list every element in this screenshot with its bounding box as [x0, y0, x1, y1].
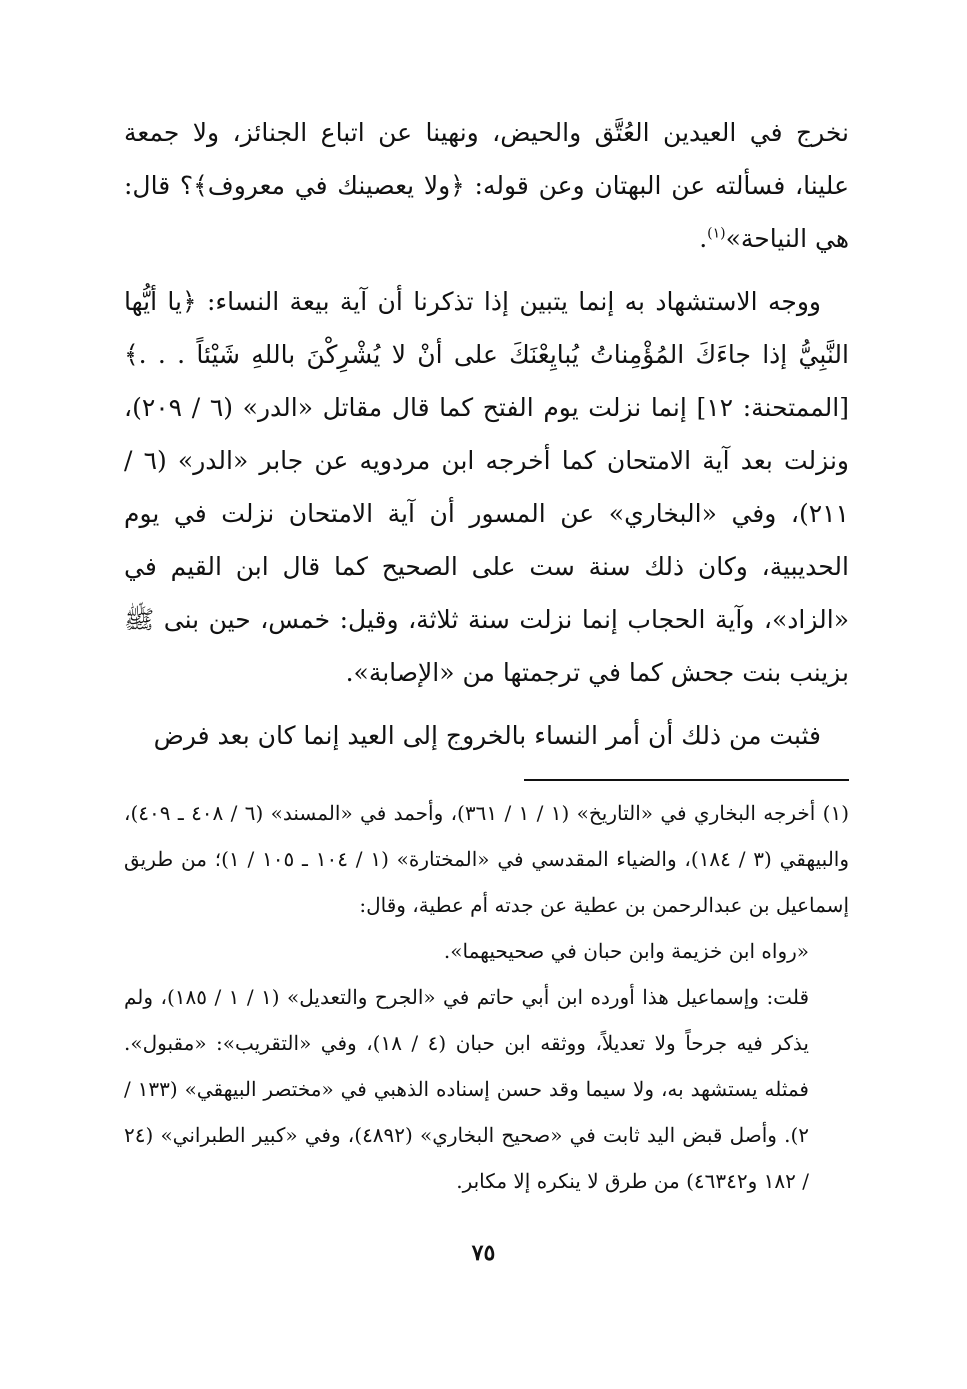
- main-text: [124, 106, 849, 762]
- footnote-1-quote: «رواه ابن خزيمة وابن حبان في صحيحيهما».: [443, 939, 809, 963]
- paragraph-end: .: [699, 224, 708, 253]
- footnote-1: (١) أخرجه البخاري في «التاريخ» (١ / ١ / ٣٦١)، وأحمد في «المسند» (٦ / ٤٠٨ ـ ٤٠٩)، والبيهقي (٣ / ١٨٤)، والضياء المقدسي في «المختارة» (١ / ١٠٤ ـ ١٠٥ / ١)؛ من طريق إسماعيل بن عبدالرحمن بن عطية عن جدته أم عطية، وقال:: [124, 801, 850, 917]
- paragraph-argument: ووجه الاستشهاد به إنما يتبين إذا تذكرنا أن آية بيعة النساء: ﴿يا أيُّها النَّبِيُّ إذا جاءَكَ المُؤْمِناتُ يُبايِعْنَكَ على أنْ لا يُشْرِكْنَ باللهِ شَيْئاً . . .﴾ [الممتحنة: ١٢] إنما نزلت يوم الفتح كما قال مقاتل «الدر» (٦ / ٢٠٩)، ونزلت بعد آية الامتحان كما أخرجه ابن مردويه عن جابر «الدر» (٦ / ٢١١)، وفي «البخاري» عن المسور أن آية الامتحان نزلت في يوم الحديبية، وكان ذلك سنة ست على الصحيح كما قال ابن القيم في «الزاد»، وآية الحجاب إنما نزلت سنة ثلاثة، وقيل: خمس، حين بنى ﷺ بزينب بنت جحش كما في ترجمتها من «الإصابة».: [124, 287, 849, 687]
- paragraph-continuation: [124, 106, 849, 265]
- paragraph-conclusion: فثبت من ذلك أن أمر النساء بالخروج إلى العيد إنما كان بعد فرض: [153, 721, 821, 750]
- paragraph-text: نخرج في العيدين العُتَّق والحيض، ونهينا عن اتباع الجنائز، ولا جمعة علينا، فسألته عن البهتان وعن قوله: ﴿ولا يعصينك في معروف﴾؟ قال: هي النياحة»: [124, 118, 849, 253]
- footnote-1-note: قلت: وإسماعيل هذا أورده ابن أبي حاتم في «الجرح والتعديل» (١ / ١ / ١٨٥)، ولم يذكر فيه جرحاً ولا تعديلاً، ووثقه ابن حبان (٤ / ١٨)، وفي «التقريب»: «مقبول». فمثله يستشهد به، ولا سيما وقد حسن إسناده الذهبي في «مختصر البيهقي» (١٣٣ / ٢). وأصل قبض اليد ثابت في «صحيح البخاري» (٤٨٩٢)، وفي «كبير الطبراني» (٢٤ / ١٨٢ و٤٦٣٤٢) من طرق لا ينكره إلا مكابر.: [124, 985, 809, 1193]
- footnotes: [124, 790, 849, 1204]
- footnote-reference: (١): [707, 225, 726, 242]
- page-number: ٧٥: [471, 1240, 496, 1266]
- footnote-divider: [524, 779, 849, 781]
